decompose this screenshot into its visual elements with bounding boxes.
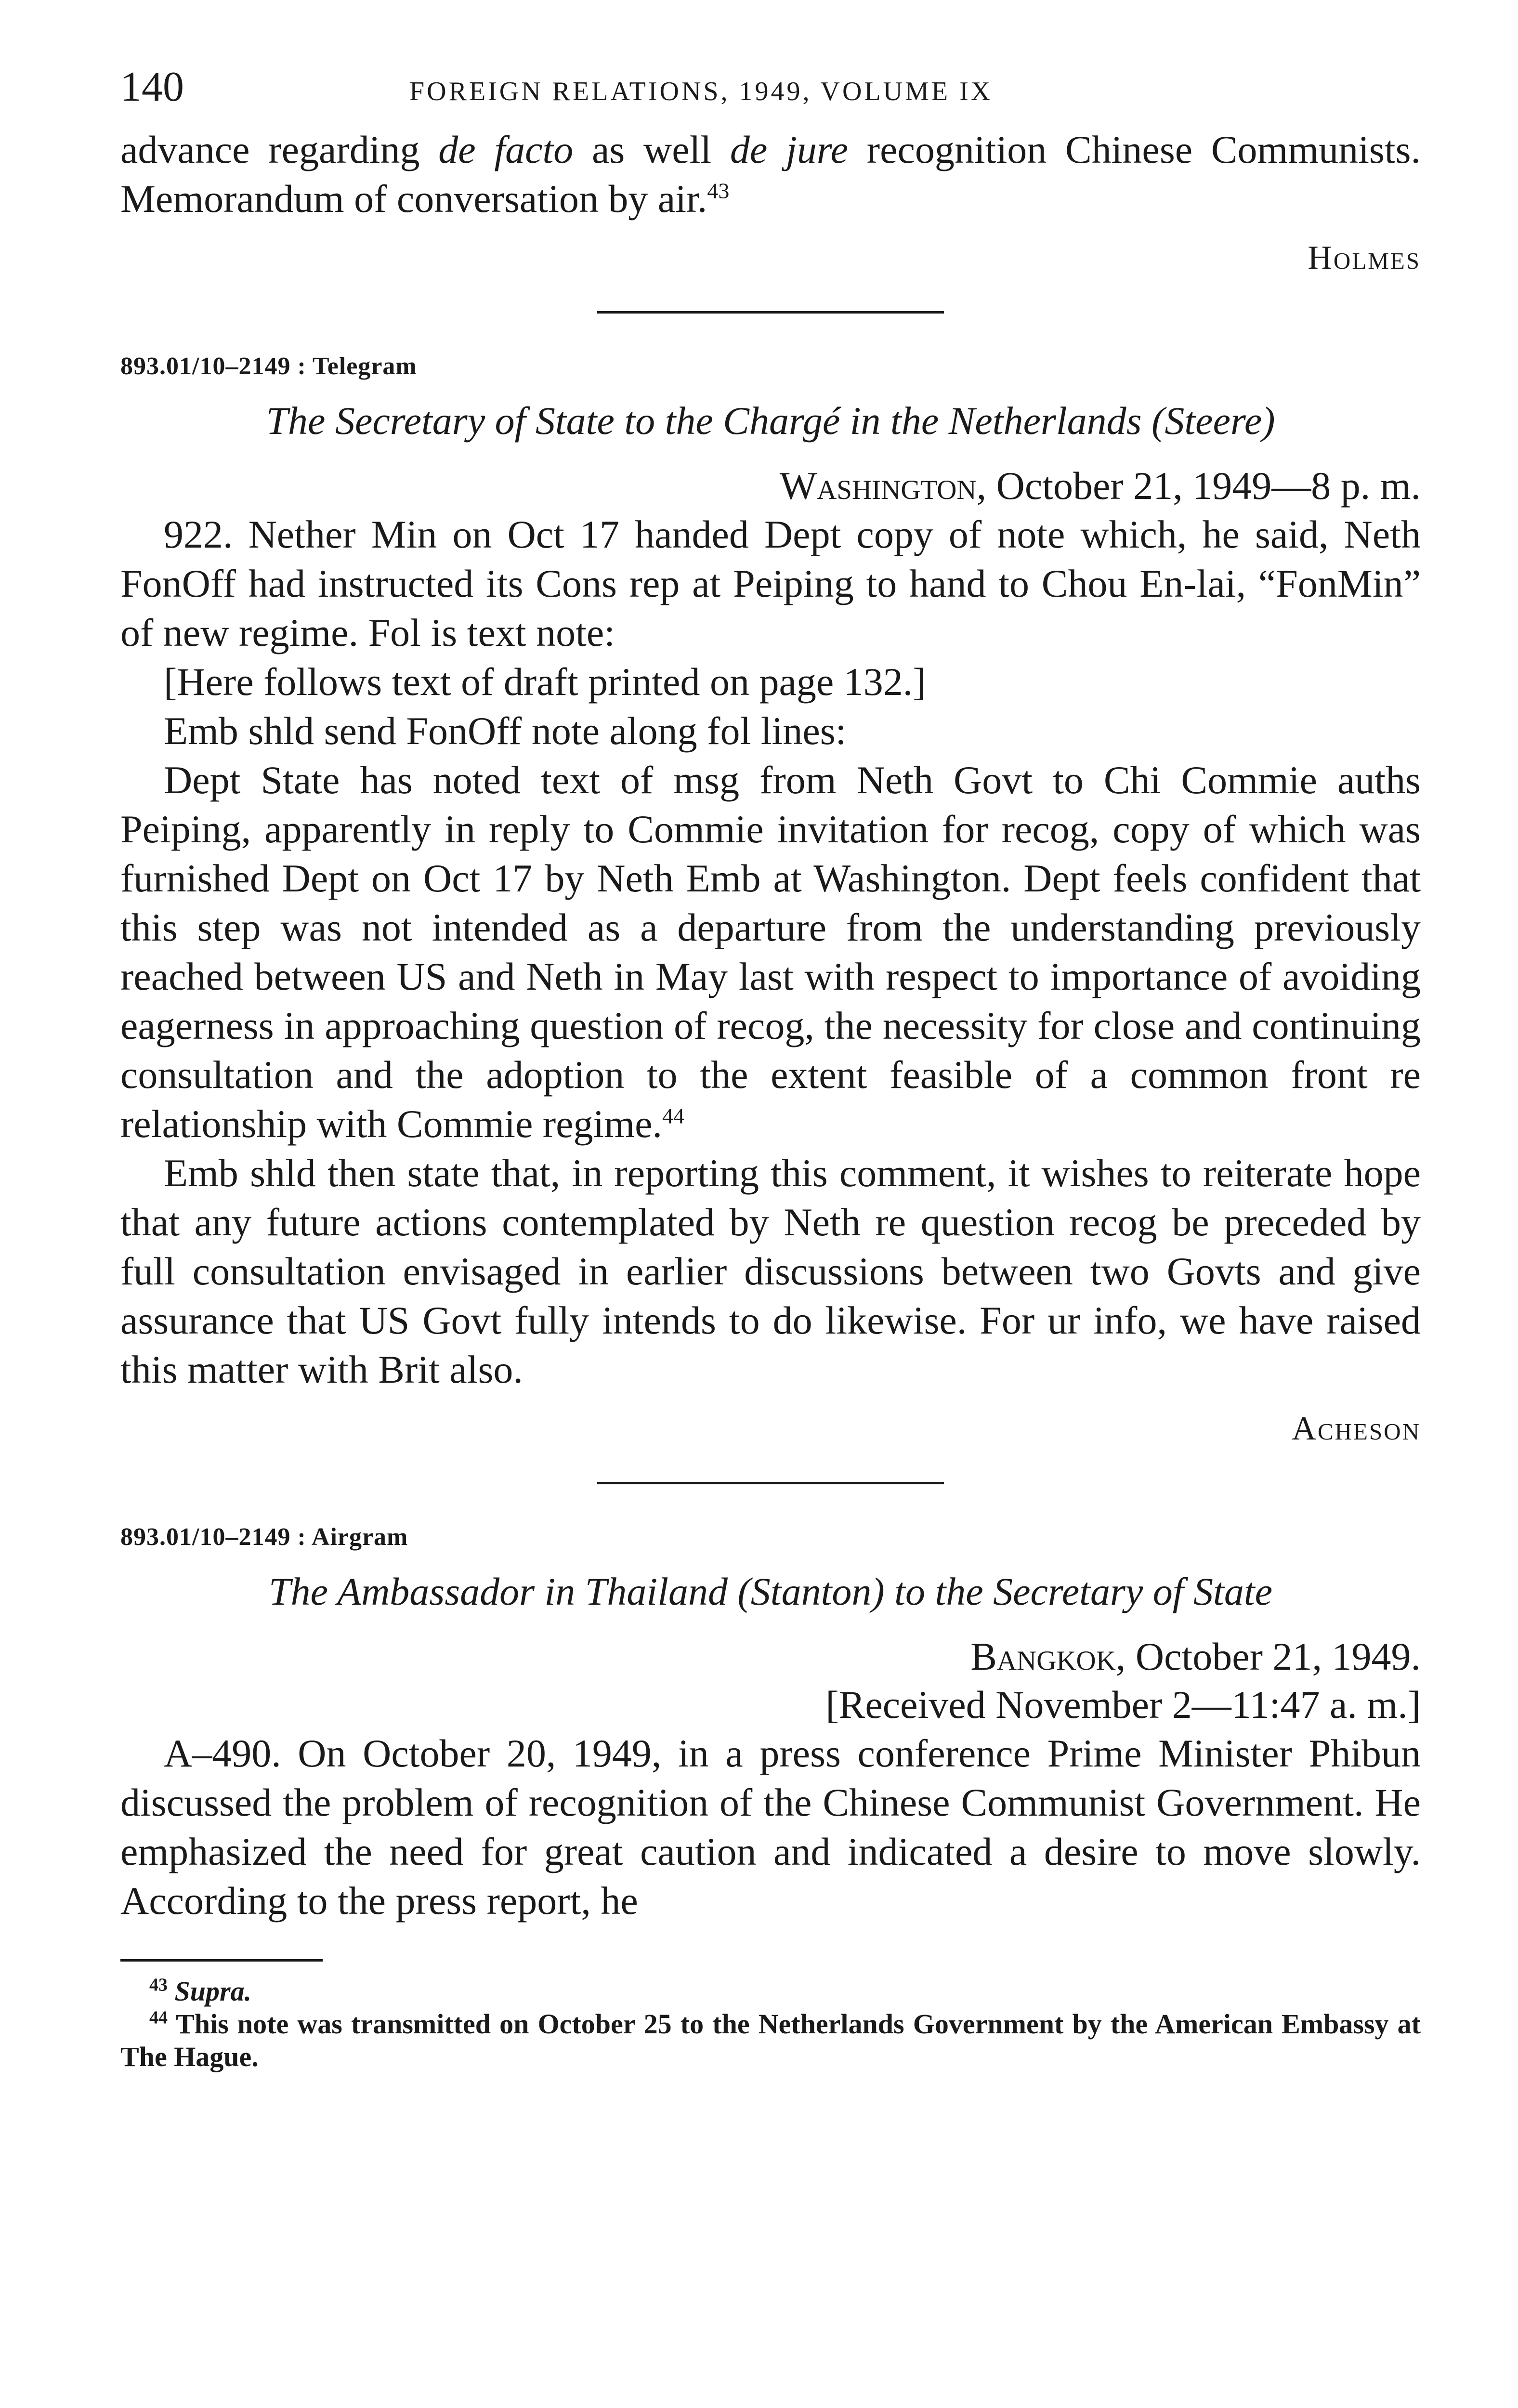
doc1-paragraph-3: Emb shld send FonOff note along fol lines: — [164, 709, 847, 753]
doc1-paragraph-5: Emb shld then state that, in reporting this comment, it wishes to reiterate hope that any future actions contemplated by Neth re question recog be preceded by full consultation envisaged in earlier discussions between two Govts and give assurance that US Govt fully intends to do likewise. For ur info, we have raised this matter with Brit also. — [120, 1151, 1421, 1391]
footnote-ref-43: 43 — [707, 178, 730, 203]
carryover-italic-de-jure: de jure — [730, 128, 849, 171]
section-divider — [597, 311, 944, 314]
footnote-44 — [120, 2008, 1421, 2073]
signature-holmes: Holmes — [1308, 239, 1421, 276]
footnote-44-text: This note was transmitted on October 25 to the Netherlands Government by the American Embassy at The Hague. — [120, 2008, 1421, 2072]
signature-acheson: Acheson — [1292, 1410, 1421, 1447]
doc1-paragraph-2: [Here follows text of draft printed on page 132.] — [164, 660, 926, 704]
carryover-text-1: advance regarding — [120, 128, 439, 171]
footnote-ref-44: 44 — [662, 1103, 685, 1128]
doc1-dateline — [120, 462, 1421, 510]
doc1-paragraph-4 — [120, 756, 1421, 1149]
page-header — [120, 63, 1421, 125]
carryover-text-3: recognition Chinese Communists. Memorandum of conversation by air. — [120, 128, 1421, 221]
doc2-dateline-place: Bangkok — [970, 1635, 1116, 1678]
page-content — [120, 63, 1421, 2073]
doc2-title: The Ambassador in Thailand (Stanton) to the Secretary of State — [268, 1570, 1273, 1613]
doc2-received-line: [Received November 2—11:47 a. m.] — [825, 1683, 1421, 1727]
footnote-44-mark: 44 — [149, 2007, 168, 2028]
footnote-divider — [120, 1959, 323, 1962]
doc1-title: The Secretary of State to the Chargé in the Netherlands (Steere) — [266, 399, 1275, 443]
doc2-dateline-date: , October 21, 1949. — [1115, 1635, 1421, 1678]
footnote-43-text: Supra. — [174, 1976, 252, 2007]
carryover-paragraph — [120, 125, 1421, 223]
doc1-dateline-place: Washington — [779, 464, 977, 508]
doc2-paragraph-1: A–490. On October 20, 1949, in a press conference Prime Minister Phibun discussed the problem of recognition of the Chinese Communist Government. He emphasized the need for great caution and indicated a desire to move slowly. According to the press report, he — [120, 1731, 1421, 1923]
section-divider — [597, 1482, 944, 1484]
doc1-paragraph-4-text: Dept State has noted text of msg from Neth Govt to Chi Commie auths Peiping, apparently in reply to Commie invitation for recog, copy of which was furnished Dept on Oct 17 by Neth Emb at Washington. Dept feels confident that this step was not intended as a departure from the understanding previously reached between US and Neth in May last with respect to importance of avoiding eagerness in approaching question of recog, the necessity for close and continuing consultation and the adoption to the extent feasible of a common front re relationship with Commie regime. — [120, 758, 1421, 1146]
doc1-paragraph-1: 922. Nether Min on Oct 17 handed Dept copy of note which, he said, Neth FonOff had instructed its Cons rep at Peiping to hand to Chou En-lai, “FonMin” of new regime. Fol is text note: — [120, 512, 1421, 654]
running-head: FOREIGN RELATIONS, 1949, VOLUME IX — [409, 77, 993, 106]
doc2-file-reference: 893.01/10–2149 : Airgram — [120, 1523, 408, 1551]
doc1-file-reference: 893.01/10–2149 : Telegram — [120, 353, 417, 380]
page-number: 140 — [120, 64, 184, 110]
doc2-dateline — [120, 1633, 1421, 1681]
footnote-43 — [120, 1975, 1421, 2008]
footnote-43-mark: 43 — [149, 1975, 168, 1995]
doc1-dateline-date: , October 21, 1949—8 p. m. — [976, 464, 1421, 508]
carryover-italic-de-facto: de facto — [438, 128, 574, 171]
carryover-text-2: as well — [573, 128, 730, 171]
